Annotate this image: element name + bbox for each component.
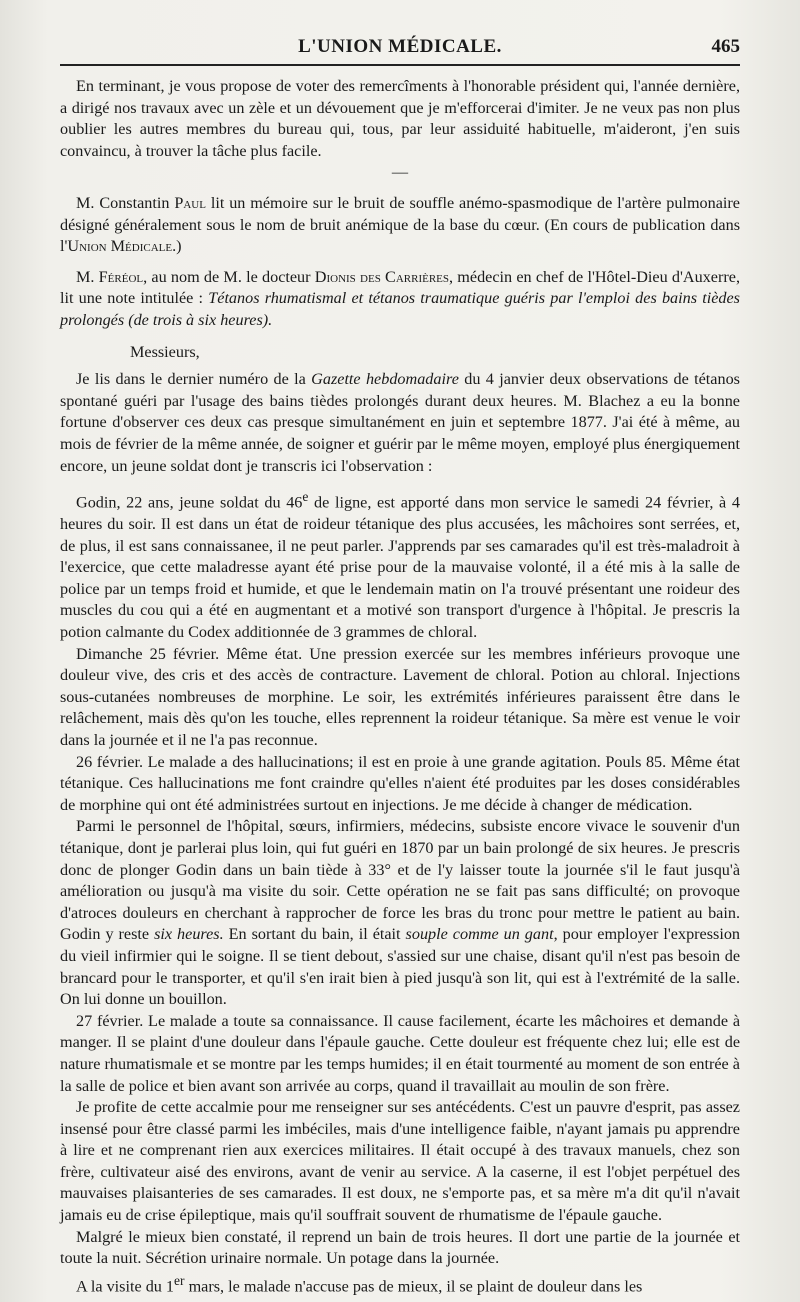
text-run: Messieurs, xyxy=(130,342,200,361)
text-run: Féréol xyxy=(98,267,144,286)
page-number: 465 xyxy=(711,36,740,57)
text-run: Dionis des Carrières xyxy=(314,267,450,286)
text-run: lit un mémoire sur le bruit de souffle anémo-spasmodique de l'artère pulmonaire désigné généralement sous le nom de bruit anémique de la base du cœur. (En cours de publication dans l' xyxy=(60,193,740,256)
paragraph-march1 xyxy=(60,1270,740,1298)
paragraph-closing xyxy=(60,76,740,162)
paragraph-bath xyxy=(60,816,740,1010)
text-run: de ligne, est apporté dans mon service le samedi 24 février, à 4 heures du soir. Il est dans un état de roideur tétanique des plus accusées, les mâchoires sont serrées, et, de plus, il est sans connaissanee, il ne peut parler. J'apprends par ses camarades qu'il est très-maladroit à l'exercice, que cette maladresse ayant été prise pour de la mauvaise volonté, il a été mis à la salle de police par un temps froid et humide, et que le lendemain matin on l'a trouvé présentant une roideur des muscles du cou qui a été en augmentant et a motivé son transport d'urgence à l'hôpital. Je prescris la potion calmante du Codex additionnée de 3 grammes de chloral. xyxy=(60,493,740,642)
paragraph-intro xyxy=(60,369,740,477)
text-run: — xyxy=(391,163,409,182)
text-run: er xyxy=(174,1272,185,1288)
paragraph-feb25 xyxy=(60,644,740,752)
paragraph-godin xyxy=(60,486,740,644)
text-run: Malgré le mieux bien constaté, il reprend un bain de trois heures. Il dort une partie de la journée et toute la nuit. Sécrétion urinaire normale. Un potage dans la journée. xyxy=(60,1227,740,1268)
text-run: six heures. xyxy=(154,925,224,944)
paragraph-feb26 xyxy=(60,752,740,817)
text-run: En sortant du bain, il était xyxy=(223,925,406,944)
text-run: Union Médicale xyxy=(67,237,173,256)
text-run: Je profite de cette accalmie pour me renseigner sur ses antécédents. C'est un pauvre d'esprit, pas assez insensé pour être classé parmi les imbéciles, mais d'une intelligence faible, n'ayant jamais pu apprendre à lire et ne comprenant rien aux exercices militaires. Il était occupé à des travaux manuels, chez son frère, cultivateur aisé des environs, avant de venir au service. A la caserne, il est l'objet perpétuel des mauvaises plaisanteries de ses camarades. Il est doux, ne s'emporte pas, et sa mère m'a dit qu'il n'avait jamais eu de crise épileptique, mais qu'il souffrait souvent de rhumatisme de l'épaule gauche. xyxy=(60,1098,740,1225)
running-header xyxy=(60,34,740,66)
paragraph-ferol xyxy=(60,267,740,332)
paragraph-paul xyxy=(60,193,740,258)
text-run: , au nom de M. le docteur xyxy=(143,267,315,286)
text-run: Gazette hebdomadaire xyxy=(311,370,459,389)
paragraph-feb27 xyxy=(60,1011,740,1097)
text-run: Je lis dans le dernier numéro de la xyxy=(76,370,312,389)
text-run: M. Constantin xyxy=(76,193,175,212)
text-run: du 4 janvier deux observations de tétanos spontané guéri par l'usage des bains tièdes prolongés durant deux heures. M. Blachez a eu la bonne fortune d'observer ces deux cas presque simultanément en juin et septembre 1877. J'ai été à même, au mois de février de la même année, de soigner et guérir par le même moyen, employé plus énergiquement encore, un jeune soldat dont je transcris ici l'observation : xyxy=(60,370,740,475)
text-run: Tétanos rhumatismal et tétanos traumatique guéris par l'emploi des bains tièdes prolongés (de trois à six heures). xyxy=(60,289,740,329)
text-run: 27 février. Le malade a toute sa connaissance. Il cause facilement, écarte les mâchoires et demande à manger. Il se plaint d'une douleur dans l'épaule gauche. Cette douleur est fréquente chez lui; elle est de nature rhumatismale et se montre par les temps humides; il en était tourmenté au moment de son entrée à la salle de police et bien avant son arrivée au corps, quand il travaillait au moulin de son frère. xyxy=(60,1011,740,1095)
text-run: En terminant, je vous propose de voter des remercîments à l'honorable président qui, l'année dernière, a dirigé nos travaux avec un zèle et un dévouement que je m'efforcerai d'imiter. Je ne veux pas non plus oublier les autres membres du bureau qui, tous, par leur assiduité habituelle, m'aideront, j'en suis convaincu, à trouver la tâche plus facile. xyxy=(60,77,740,160)
text-run: souple comme un gant xyxy=(405,925,554,944)
text-run: , médecin en chef de l'Hôtel-Dieu d'Auxerre, lit une note intitulée : xyxy=(60,267,740,308)
text-run: Parmi le personnel de l'hôpital, sœurs, infirmiers, médecins, subsiste encore vivace le souvenir d'un tétanique, dont je parlerai plus loin, qui fut guéri en 1870 par un bain prolongé de six heures. Je prescris donc de plonger Godin dans un bain tiède à 33° et de l'y laisser toute la journée s'il le faut jusqu'à amélioration ou jusqu'à ma visite du soir. Cette opération ne se fait pas sans difficulté; on provoque d'atroces douleurs en cherchant à rapprocher de force les bras du tronc pour mettre le patient au bain. Godin y reste xyxy=(60,817,740,944)
text-run: A la visite du 1 xyxy=(76,1277,175,1296)
text-run: M. xyxy=(76,267,99,286)
paragraph-messieurs xyxy=(60,342,740,364)
text-run: Dimanche 25 février. Même état. Une pression exercée sur les membres inférieurs provoque une douleur vive, des cris et des accès de contracture. Lavement de chloral. Potion au chloral. Injections sous-cutanées nombreuses de morphine. Le soir, les extrémités inférieures paraissent être dans le relâchement, mais dès qu'on les touche, elles reprennent la roideur tétanique. Sa mère est venue le voir dans la journée et il ne l'a pas reconnue. xyxy=(60,644,740,750)
text-run: Paul xyxy=(174,193,206,212)
text-run: , pour employer l'expression du vieil infirmier qui le soigne. Il se tient debout, s'assied sur une chaise, disant qu'il n'est pas besoin de brancard pour le transporter, et qu'il s'en irait bien à pied jusqu'à son lit, qui est à l'extrémité de la salle. On lui donne un bouillon. xyxy=(60,925,741,1009)
text-run: .) xyxy=(172,237,182,256)
paragraph-dash xyxy=(60,162,740,184)
paragraph-second_bath xyxy=(60,1227,740,1270)
text-run: mars, le malade n'accuse pas de mieux, il se plaint de douleur dans les xyxy=(184,1277,643,1296)
text-run: Godin, 22 ans, jeune soldat du 46 xyxy=(76,493,303,512)
text-run: 26 février. Le malade a des hallucinations; il est en proie à une grande agitation. Pouls 85. Même état tétanique. Ces hallucinations me font craindre qu'elles n'aient été produites par les doses considérables de morphine qui ont été administrées surtout en injections. Je me décide à changer de médication. xyxy=(60,752,740,814)
journal-title: L'UNION MÉDICALE. xyxy=(298,36,502,57)
text-run: e xyxy=(302,489,309,505)
paragraph-history xyxy=(60,1097,740,1227)
article-body xyxy=(60,76,740,1298)
